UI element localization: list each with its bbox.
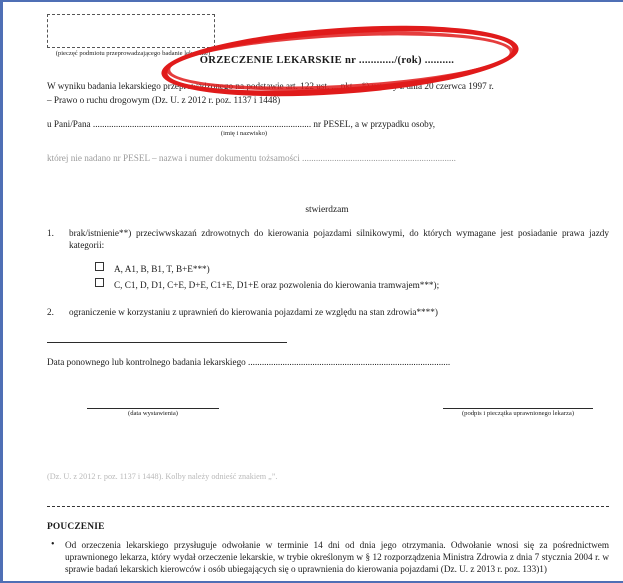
caption-doctor-signature: (podpis i pieczątka uprawnionego lekarza) — [461, 410, 575, 417]
list-item-2-number: 2. — [47, 307, 54, 317]
signature-right-rule — [443, 408, 593, 409]
faded-footnote: (Dz. U. z 2012 r. poz. 1137 i 1448). Kolby należy odnieść znakiem „”. — [47, 472, 278, 481]
pouczenie-bullet-text: Od orzeczenia lekarskiego przysługuje odwołanie w terminie 14 dni od dnia jego otrzymania. Odwołanie wnosi się za pośrednictwem uprawnionego lekarza, który wydał orzeczenie lekarskie, w trybie określonym w § 12 rozporządzenia Ministra Zdrowia z dnia 7 stycznia 2004 r. w sprawie badań lekarskich kierowców i osób ubiegających się o uprawnienia do kierowania pojazdami (Dz. U. z 2013 r. poz. 133)1) — [65, 540, 609, 575]
dashed-separator — [47, 506, 609, 507]
declaration-heading: stwierdzam — [305, 205, 349, 215]
pouczenie-bullet — [47, 539, 609, 575]
checkbox-label-category-c: C, C1, D, D1, C+E, D+E, C1+E, D1+E oraz pozwolenia do kierowania tramwajem***); — [114, 280, 440, 290]
caption-issue-date: (data wystawienia) — [128, 410, 178, 417]
list-item-1-text: brak/istnienie**) przeciwwskazań zdrowotnych do kierowania pojazdami silnikowymi, do których wymagane jest posiadanie prawa jazdy kategorii: — [69, 228, 609, 251]
form-sheet — [39, 8, 615, 581]
checkbox-row-category-a[interactable] — [95, 262, 609, 275]
checkbox-row-category-c[interactable] — [95, 278, 609, 291]
field-identity-document-line[interactable]: której nie nadano nr PESEL – nazwa i numer dokumentu tożsamości ................................................................... — [47, 153, 456, 163]
signature-left-rule — [87, 408, 219, 409]
list-item-2-text: ograniczenie w korzystaniu z uprawnień do kierowania pojazdami ze względu na stan zdrowia****) — [69, 307, 438, 317]
list-item-1-number: 1. — [47, 228, 54, 238]
caption-name-surname: (imię i nazwisko) — [220, 130, 268, 137]
write-in-rule — [47, 342, 287, 343]
paragraph-legal-basis-line2: – Prawo o ruchu drogowym (Dz. U. z 2012 r. poz. 1137 i 1448) — [47, 95, 281, 105]
field-recheck-date-line[interactable]: Data ponownego lub kontrolnego badania lekarskiego ........................................................................................ — [47, 357, 451, 367]
checkbox-label-category-a: A, A1, B, B1, T, B+E***) — [114, 264, 210, 274]
page-title: ORZECZENIE LEKARSKIE nr ............/(rok) .......... — [199, 55, 455, 66]
checkbox-icon[interactable] — [95, 278, 104, 287]
section-heading-pouczenie: POUCZENIE — [47, 522, 105, 532]
field-name-line[interactable]: u Pani/Pana ............................................................................................... nr PESEL, a w przypadku osoby, — [47, 119, 436, 129]
paragraph-legal-basis-line1: W wyniku badania lekarskiego przeprowadzonego na podstawie art. 122 ust. ... pkt ...*) ustawy z dnia 20 czerwca 1997 r. — [47, 81, 494, 91]
stamp-box — [47, 14, 215, 48]
list-item-2 — [47, 306, 609, 318]
bullet-icon: • — [51, 539, 55, 550]
list-item-1 — [47, 227, 609, 251]
checkbox-icon[interactable] — [95, 262, 104, 271]
stamp-caption: (pieczęć podmiotu przeprowadzającego badanie lekarskie) — [55, 50, 211, 57]
